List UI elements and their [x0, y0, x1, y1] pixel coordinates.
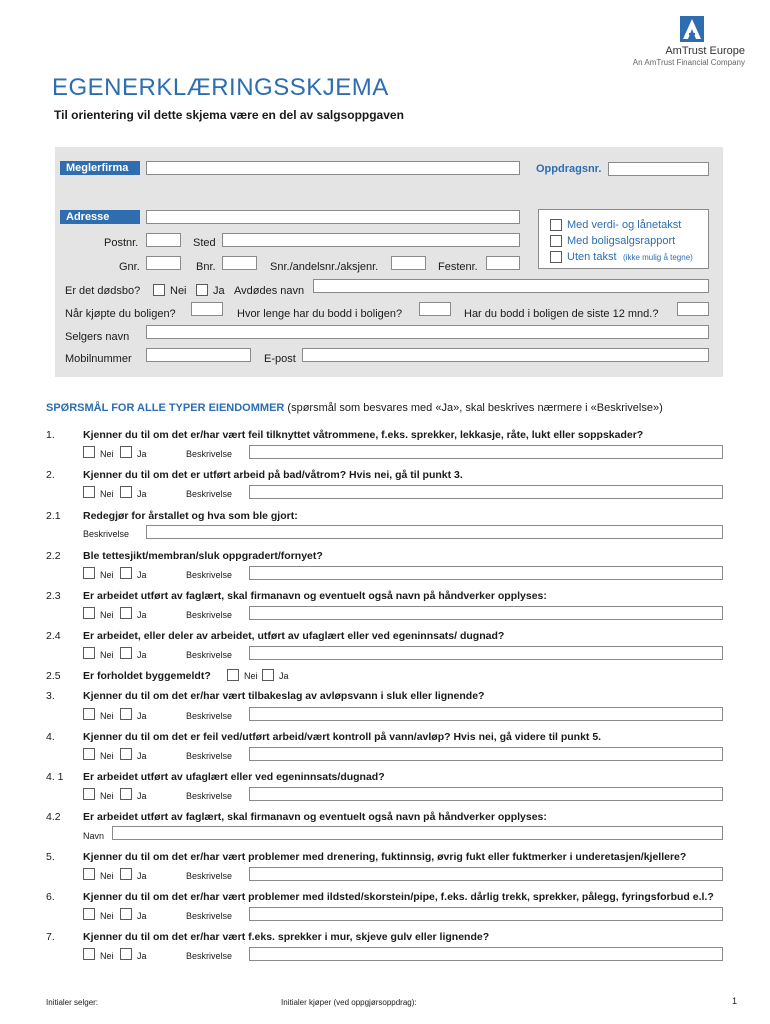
ja-label: Ja	[137, 911, 147, 921]
question-text: Ble tettesjikt/membran/sluk oppgradert/fornyet?	[83, 550, 323, 562]
adresse-label: Adresse	[60, 210, 140, 224]
beskrivelse-label: Beskrivelse	[186, 570, 233, 580]
question-number: 2.	[46, 469, 55, 481]
nei-checkbox[interactable]	[83, 708, 95, 720]
ja-checkbox[interactable]	[120, 748, 132, 760]
nei-label: Nei	[244, 671, 258, 681]
festenr-input[interactable]	[486, 256, 520, 270]
question-text: Er arbeidet utført av ufaglært eller ved egeninnsats/dugnad?	[83, 771, 385, 783]
nei-checkbox[interactable]	[83, 948, 95, 960]
dodsbo-nei-label: Nei	[170, 285, 187, 297]
question-number: 2.3	[46, 590, 61, 602]
nei-checkbox[interactable]	[83, 788, 95, 800]
gnr-input[interactable]	[146, 256, 181, 270]
ja-label: Ja	[279, 671, 289, 681]
takst-uten-note: (ikke mulig å tegne)	[623, 253, 693, 262]
question-number: 1.	[46, 429, 55, 441]
nei-label: Nei	[100, 951, 114, 961]
question-text: Kjenner du til om det er/har vært tilbakeslag av avløpsvann i sluk eller lignende?	[83, 690, 485, 702]
ja-checkbox[interactable]	[120, 446, 132, 458]
navn-input[interactable]	[112, 826, 723, 840]
question-number: 4. 1	[46, 771, 64, 783]
nei-checkbox[interactable]	[83, 748, 95, 760]
nei-label: Nei	[100, 711, 114, 721]
dodsbo-ja-checkbox[interactable]	[196, 284, 208, 296]
page-title: EGENERKLÆRINGSSKJEMA	[52, 74, 389, 101]
question-text: Redegjør for årstallet og hva som ble gjort:	[83, 510, 298, 522]
beskrivelse-input[interactable]	[249, 747, 723, 761]
question-text: Er arbeidet utført av faglært, skal firmanavn og eventuelt også navn på håndverker opplyses:	[83, 811, 547, 823]
ja-label: Ja	[137, 570, 147, 580]
bodd-lenge-input[interactable]	[419, 302, 451, 316]
company-name: AmTrust Europe	[665, 45, 745, 57]
nei-checkbox[interactable]	[83, 868, 95, 880]
page-subtitle: Til orientering vil dette skjema være en del av salgsoppgaven	[54, 108, 404, 122]
amtrust-logo	[680, 16, 704, 42]
section-heading-row	[46, 402, 663, 414]
selgers-navn-label: Selgers navn	[65, 331, 130, 343]
beskrivelse-label: Beskrivelse	[186, 751, 233, 761]
question-number: 2.1	[46, 510, 61, 522]
snr-label: Snr./andelsnr./aksjenr.	[270, 261, 379, 273]
takst-boligsalg-checkbox[interactable]	[550, 235, 562, 247]
ja-label: Ja	[137, 871, 147, 881]
beskrivelse-label: Beskrivelse	[186, 650, 233, 660]
beskrivelse-input[interactable]	[249, 707, 723, 721]
bnr-input[interactable]	[222, 256, 257, 270]
takst-boligsalg-label: Med boligsalgsrapport	[567, 235, 676, 247]
takst-verdi-label: Med verdi- og lånetakst	[567, 219, 682, 231]
oppdragsnr-input[interactable]	[608, 162, 709, 176]
mobil-input[interactable]	[146, 348, 251, 362]
initialer-selger-label: Initialer selger:	[46, 998, 99, 1007]
question-text: Er arbeidet utført av faglært, skal firmanavn og eventuelt også navn på håndverker opplyses:	[83, 590, 547, 602]
oppdragsnr-label: Oppdragsnr.	[536, 163, 602, 175]
adresse-input[interactable]	[146, 210, 520, 224]
page-number: 1	[732, 996, 738, 1006]
nei-checkbox[interactable]	[83, 567, 95, 579]
ja-label: Ja	[137, 489, 147, 499]
beskrivelse-label: Beskrivelse	[186, 911, 233, 921]
meglerfirma-input[interactable]	[146, 161, 520, 175]
beskrivelse-label: Beskrivelse	[186, 449, 233, 459]
question-number: 4.	[46, 731, 55, 743]
ja-label: Ja	[137, 650, 147, 660]
question-number: 7.	[46, 931, 55, 943]
ja-checkbox[interactable]	[120, 948, 132, 960]
nei-checkbox[interactable]	[83, 908, 95, 920]
question-number: 6.	[46, 891, 55, 903]
beskrivelse-input[interactable]	[249, 947, 723, 961]
mobil-label: Mobilnummer	[65, 353, 132, 365]
avdodes-navn-input[interactable]	[313, 279, 709, 293]
takst-verdi-checkbox[interactable]	[550, 219, 562, 231]
ja-checkbox[interactable]	[120, 647, 132, 659]
nei-label: Nei	[100, 751, 114, 761]
meglerfirma-label: Meglerfirma	[60, 161, 140, 175]
beskrivelse-input[interactable]	[249, 867, 723, 881]
ja-label: Ja	[137, 711, 147, 721]
beskrivelse-input[interactable]	[249, 485, 723, 499]
ja-checkbox[interactable]	[120, 868, 132, 880]
sted-input[interactable]	[222, 233, 520, 247]
ja-label: Ja	[137, 791, 147, 801]
kjopte-label: Når kjøpte du boligen?	[65, 308, 176, 320]
beskrivelse-label: Beskrivelse	[186, 489, 233, 499]
initialer-kjoper-label: Initialer kjøper (ved oppgjørsoppdrag):	[281, 998, 417, 1007]
nei-checkbox[interactable]	[83, 486, 95, 498]
ja-checkbox[interactable]	[120, 908, 132, 920]
question-text: Kjenner du til om det er utført arbeid på bad/våtrom? Hvis nei, gå til punkt 3.	[83, 469, 463, 481]
ja-checkbox[interactable]	[120, 486, 132, 498]
beskrivelse-input[interactable]	[249, 646, 723, 660]
ja-label: Ja	[137, 610, 147, 620]
nei-checkbox[interactable]	[83, 607, 95, 619]
company-tagline: An AmTrust Financial Company	[632, 58, 745, 67]
nei-label: Nei	[100, 911, 114, 921]
nei-checkbox[interactable]	[83, 647, 95, 659]
section-heading: SPØRSMÅL FOR ALLE TYPER EIENDOMMER	[46, 402, 285, 414]
postnr-label: Postnr.	[104, 237, 139, 249]
ja-checkbox[interactable]	[262, 669, 274, 681]
dodsbo-nei-checkbox[interactable]	[153, 284, 165, 296]
sted-label: Sted	[193, 237, 216, 249]
beskrivelse-input[interactable]	[249, 445, 723, 459]
bnr-label: Bnr.	[196, 261, 216, 273]
question-number: 2.5	[46, 670, 61, 682]
ja-checkbox[interactable]	[120, 788, 132, 800]
bodd-12-input[interactable]	[677, 302, 709, 316]
selgers-navn-input[interactable]	[146, 325, 709, 339]
ja-checkbox[interactable]	[120, 607, 132, 619]
takst-uten-label: Uten takst	[567, 251, 617, 263]
beskrivelse-input[interactable]	[249, 566, 723, 580]
question-number: 5.	[46, 851, 55, 863]
festenr-label: Festenr.	[438, 261, 478, 273]
beskrivelse-input[interactable]	[249, 606, 723, 620]
ja-checkbox[interactable]	[120, 708, 132, 720]
question-number: 4.2	[46, 811, 61, 823]
nei-checkbox[interactable]	[227, 669, 239, 681]
nei-label: Nei	[100, 871, 114, 881]
ja-checkbox[interactable]	[120, 567, 132, 579]
beskrivelse-label: Beskrivelse	[186, 951, 233, 961]
ja-label: Ja	[137, 751, 147, 761]
question-text: Kjenner du til om det er feil ved/utført arbeid/vært kontroll på vann/avløp? Hvis nei, gå videre til punkt 5.	[83, 731, 602, 743]
nei-checkbox[interactable]	[83, 446, 95, 458]
nei-label: Nei	[100, 791, 114, 801]
question-text: Kjenner du til om det er/har vært f.eks. sprekker i mur, skjeve gulv eller lignende?	[83, 931, 490, 943]
nei-label: Nei	[100, 449, 114, 459]
question-number: 2.2	[46, 550, 61, 562]
dodsbo-ja-label: Ja	[213, 285, 225, 297]
kjopte-input[interactable]	[191, 302, 223, 316]
ja-label: Ja	[137, 951, 147, 961]
question-number: 3.	[46, 690, 55, 702]
question-text: Kjenner du til om det er/har vært problemer med drenering, fuktinnsig, øvrig fukt eller fuktmerker i underetasjen/kjellere?	[83, 851, 687, 863]
gnr-label: Gnr.	[119, 261, 140, 273]
bodd-12-label: Har du bodd i boligen de siste 12 mnd.?	[464, 308, 659, 320]
section-note: (spørsmål som besvares med «Ja», skal beskrives nærmere i «Beskrivelse»)	[287, 402, 663, 414]
question-text: Kjenner du til om det er/har vært feil tilknyttet våtrommene, f.eks. sprekker, lekkasje, råte, lukt eller soppskader?	[83, 429, 644, 441]
beskrivelse-input[interactable]	[249, 787, 723, 801]
question-text: Er arbeidet, eller deler av arbeidet, utført av ufaglært eller ved egeninnsats/ dugnad?	[83, 630, 505, 642]
snr-input[interactable]	[391, 256, 426, 270]
nei-label: Nei	[100, 570, 114, 580]
navn-label: Navn	[83, 831, 105, 841]
bodd-lenge-label: Hvor lenge har du bodd i boligen?	[237, 308, 403, 320]
avdodes-navn-label: Avdødes navn	[234, 285, 305, 297]
nei-label: Nei	[100, 610, 114, 620]
beskrivelse-input[interactable]	[249, 907, 723, 921]
ja-label: Ja	[137, 449, 147, 459]
postnr-input[interactable]	[146, 233, 181, 247]
question-text: Er forholdet byggemeldt?	[83, 670, 211, 682]
beskrivelse-label: Beskrivelse	[186, 610, 233, 620]
takst-uten-checkbox[interactable]	[550, 251, 562, 263]
epost-label: E-post	[264, 353, 296, 365]
nei-label: Nei	[100, 489, 114, 499]
nei-label: Nei	[100, 650, 114, 660]
beskrivelse-label: Beskrivelse	[83, 529, 130, 539]
question-text: Kjenner du til om det er/har vært problemer med ildsted/skorstein/pipe, f.eks. dårlig trekk, sprekker, pålegg, fyringsforbud e.l.?	[83, 891, 714, 903]
epost-input[interactable]	[302, 348, 709, 362]
beskrivelse-label: Beskrivelse	[186, 791, 233, 801]
beskrivelse-input[interactable]	[146, 525, 723, 539]
beskrivelse-label: Beskrivelse	[186, 871, 233, 881]
question-number: 2.4	[46, 630, 61, 642]
dodsbo-label: Er det dødsbo?	[65, 285, 141, 297]
beskrivelse-label: Beskrivelse	[186, 711, 233, 721]
